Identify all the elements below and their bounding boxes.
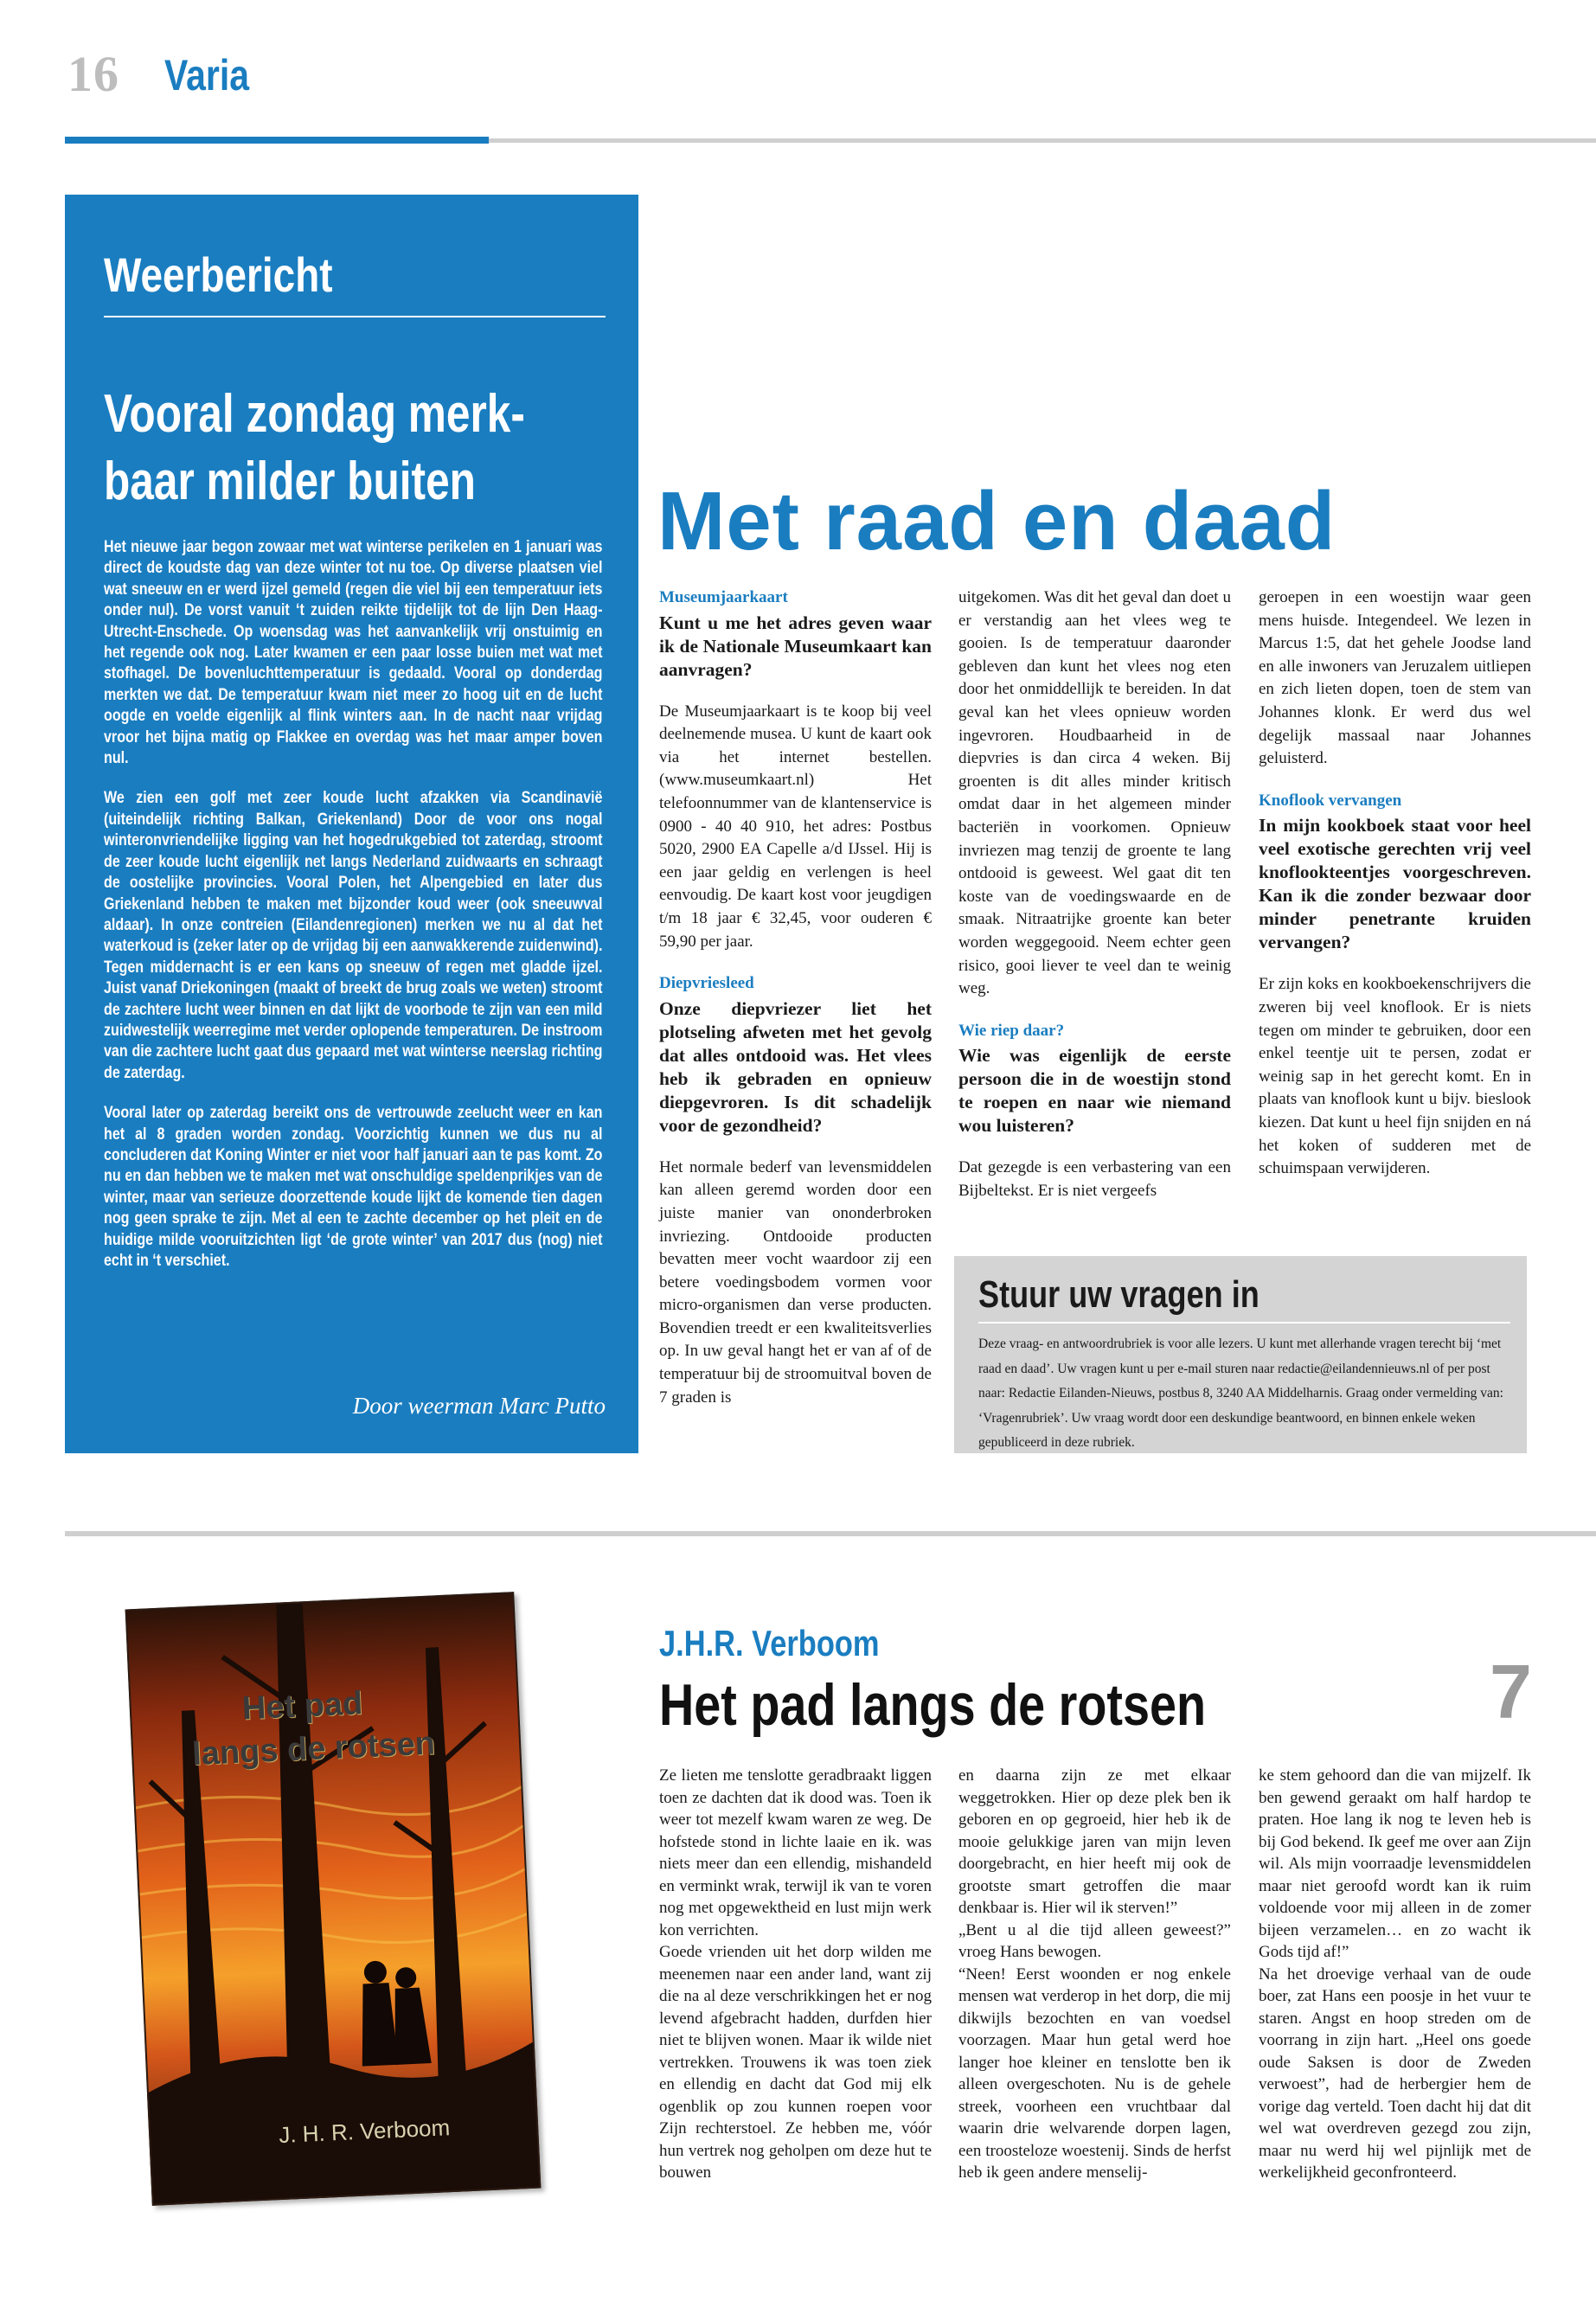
weather-author: Door weerman Marc Putto	[352, 1393, 606, 1419]
question-text: Kunt u me het adres geven waar ik de Nationale Museumkaart kan aanvragen?	[659, 612, 932, 680]
serial-episode-number: 7	[1490, 1649, 1532, 1734]
answer-text: uitgekomen. Was dit het geval dan doet u er verstandig aan het vlees weg te gooien. Is de temperatuur daaronder gebleven dan kunt het vlees nog eten door het onmiddellijk te bereiden. In dat geval kan het vlees opnieuw worden ingevroren. Houdbaarheid in de diepvries is dan circa 4 weken. Bij groenten is dit alles minder kritisch omdat daar in het algemeen minder bacteriën in voorkomen. Opnieuw invriezen mag tenzij de groente te lang ontdooid is geweest. Wel gaat dit ten koste van de voedingswaarde en de smaak. Nitraatrijke groente kan beter worden weggegooid. Neem echter geen risico, gooi liever te veel dan te weinig weg.	[958, 588, 1231, 998]
book-cover-illustration	[125, 1592, 542, 2206]
raad-column-3	[1259, 586, 1531, 1200]
book-cover-title-line-1: Het pad	[240, 1685, 364, 1727]
serial-column-3	[1259, 1765, 1531, 2184]
submit-questions-rule	[978, 1322, 1510, 1324]
page-number: 16	[67, 46, 119, 102]
serial-column-1	[659, 1765, 932, 2184]
serial-text: Ze lieten me tenslotte geradbraakt liggen toen ze dachten dat ik dood was. Toen ik weer tot mezelf kwam waren ze weg. De hofstede stond in lichte laaie en ik. was niets meer dan een ellendig, mishandeld en verminkt wrak, terwijl ik van te voren nog met opgewektheid en lust mijn werk kon verrichten. Goede vrienden uit het dorp wilden me meenemen naar een ander land, want zij die na al deze verschrikkingen het er nog levend afgebracht hadden, durfden hier niet te blijven wonen. Maar ik wilde niet vertrekken. Trouwens ik was toen ziek en ellendig en dacht dat God mij elk ogenblik op zou kunnen roepen voor Zijn rechterstoel. Ze hebben me, vóór hun vertrek nog geholpen om deze hut te bouwen	[659, 1766, 932, 2182]
submit-questions-body: Deze vraag- en antwoordrubriek is voor alle lezers. U kunt met allerhande vragen terecht bij ‘met raad en daad’. Uw vragen kunt u per e-mail sturen naar redactie@eilandennieuws.nl of per post naar: Redactie Eilanden-Nieuws, postbus 8, 3240 AA Middelharnis. Graag onder vermelding van: ‘Vragenrubriek’. Uw vraag wordt door een deskundige beantwoord, en binnen enkele weken gepubliceerd in deze rubriek.	[978, 1336, 1503, 1450]
serial-column-2	[958, 1765, 1231, 2184]
weather-body	[104, 536, 602, 1290]
answer-text: Er zijn koks en kookboekenschrijvers die zweren bij veel knoflook. Er is niets tegen om minder te gebruiken, door een enkel teentje uit te persen, zodat er weinig sap in het gerecht komt. En in plaats van knoflook kunt u bijv. bieslook kiezen. Dat kunt u heel fijn snijden en ná het koken of sudderen met de schuimspaan verwijderen.	[1259, 975, 1531, 1178]
raad-column-2	[958, 586, 1231, 1221]
weather-paragraph: We zien een golf met zeer koude lucht afzakken via Scandinavië (uiteindelijk richting Balkan, Griekenland) Door de voor ons nogal winteronvriendelijke ligging van het hogedrukgebied tot zaterdag, stroomt de zeer koude lucht eigenlijk net langs Nederland zuidwaarts en schraagt de oostelijke provincies. Vooral Polen, het Alpengebied en later dus Griekenland hebben te maken met bijzonder koud weer (ook sneeuwval aldaar). In onze contreien (Eilandenregionen) merken we nu al dat het waterkoud is (zeker later op de vrijdag bij een aanwakkerende zuidenwind). Tegen middernacht is er een kans op sneeuw of regen met gladde ijzel. Juist vanaf Driekoningen (maakt of breekt de brug zoals we weten) stroomt de zachtere lucht weer binnen en dat lijkt de voorbode te zijn van een mild zuidwestelijk weerregime met verder oplopende temperaturen. De instroom van die zachtere lucht gaat dus gepaard met wat winterse neerslag richting de zaterdag.	[104, 788, 603, 1082]
serial-text: ke stem gehoord dan die van mijzelf. Ik ben gewend geraakt om half hardop te praten. Hoe lang ik nog te leven heb is bij God bekend. Ik geef me over aan Zijn wil. Als mijn voorraadje levensmiddelen maar niet geroofd wordt kan ik ruim voldoende voor mij alleen in de zomer bijeen verzamelen… en zo wacht ik Gods tijd af!” Na het droevige verhaal van de oude boer, zat Hans een poosje in het vuur te staren. Angst en hoop streden om de voorrang in zijn hart. „Heel ons goede oude Saksen is door de Zweden verwoest”, had de herbergier hem de vorige dag verteld. Toen dacht hij dat dit wel wat overdreven gezegd zou zijn, maar nu werd hij wel pijnlijk met de werkelijkheid geconfronteerd.	[1259, 1766, 1531, 2182]
serial-author: J.H.R. Verboom	[659, 1623, 880, 1663]
weather-paragraph: Vooral later op zaterdag bereikt ons de vertrouwde zeelucht weer en kan het al 8 graden worden zondag. Voorzichtig kunnen we dus nu al concluderen dat Koning Winter er niet voor half januari aan te pas komt. Zo nu en dan hebben we te maken met wat onschuldige speldenprikjes van de winter, maar van serieuze doorzettende koude lijkt de komende tien dagen nog geen sprake te zijn. Met al een te zachte december op het pleit en de huidige milde vooruitzichten ligt ‘de grote winter’ van 2017 dus (nog) niet echt in ‘t verschiet.	[104, 1103, 603, 1270]
question-text: Onze diepvriezer liet het plotseling afweten met het gevolg dat alles ontdooid was. Het vlees heb ik gebraden en opnieuw diepgevroren. Is dit schadelijk voor de gezondheid?	[659, 997, 932, 1136]
question-topic: Diepvriesleed	[659, 974, 754, 993]
weather-box-title: Weerbericht	[104, 247, 333, 302]
question-topic: Museumjaarkaart	[659, 588, 788, 606]
header-rule	[489, 138, 1596, 143]
book-cover-image	[125, 1592, 542, 2206]
section-divider	[65, 1531, 1596, 1536]
question-text: In mijn kookboek staat voor heel veel exotische gerechten vrij veel knoflookteentjes voorgeschreven. Kan ik die zonder bezwaar door minder penetrante kruiden vervangen?	[1259, 815, 1531, 953]
header-rule-accent	[65, 137, 489, 144]
question-topic: Wie riep daar?	[958, 1021, 1065, 1040]
weather-headline	[104, 381, 602, 516]
submit-questions-title: Stuur uw vragen in	[978, 1273, 1259, 1316]
answer-text: De Museumjaarkaart is te koop bij veel deelnemende musea. U kunt de kaart ook via het internet bestellen. (www.museumkaart.nl) Het telefoonnummer van de klantenservice is 0900 - 40 40 910, het adres: Postbus 5020, 2900 EA Capelle a/d IJssel. Hij is een jaar geldig en verlengen is heel eenvoudig. De kaart kost voor jeugdigen t/m 18 jaar € 32,45, voor ouderen € 59,90 per jaar.	[659, 702, 932, 951]
submit-questions-box	[954, 1256, 1527, 1453]
question-topic: Knoflook vervangen	[1259, 791, 1402, 810]
answer-text: Het normale bederf van levensmiddelen kan alleen geremd worden door een juiste manier van ononderbroken invriezing. Ontdooide producten bevatten meer vocht waardoor zij een betere voedingsbodem vormen voor micro-organismen dan verse producten. Bovendien treedt er een kwaliteitsverlies op. In uw geval hangt het er van af of de temperatuur bij de stroomuitval boven de 7 graden is	[659, 1157, 932, 1407]
serial-title: Het pad langs de rotsen	[659, 1672, 1207, 1738]
raad-title: Met raad en daad	[657, 475, 1336, 567]
weather-headline-line-1: Vooral zondag merk-	[104, 384, 525, 444]
raad-column-1	[659, 586, 932, 1428]
serial-text: en daarna zijn ze met elkaar weggetrokken. Hier op deze plek ben ik geboren en op gegroeid, hier heb ik de mooie gelukkige jaren van mijn leven doorgebracht, en hier heeft mij ook de grootste smart getroffen die maar denkbaar is. Hier wil ik sterven!” „Bent u al die tijd alleen geweest?” vroeg Hans bewogen. “Neen! Eerst woonden er nog enkele mensen wat verderop in het dorp, die mij dikwijls bezochten en van voedsel voorzagen. Maar hun getal werd hoe langer hoe kleiner en tenslotte ben ik alleen overgeschoten. Nu is de gehele streek, voorheen een vruchtbaar dal waarin drie welvarende dorpen lagen, een troosteloze woestenij. Sinds de herfst heb ik geen andere menselij-	[958, 1766, 1231, 2182]
book-cover-author: J. H. R. Verboom	[278, 2114, 451, 2149]
weather-box	[65, 195, 638, 1453]
weather-title-rule	[104, 316, 606, 317]
question-text: Wie was eigenlijk de eerste persoon die in de woestijn stond te roepen en naar wie niemand wou luisteren?	[958, 1045, 1231, 1137]
answer-text: Dat gezegde is een verbastering van een Bijbeltekst. Er is niet vergeefs	[958, 1158, 1231, 1200]
weather-paragraph: Het nieuwe jaar begon zowaar met wat winterse perikelen en 1 januari was direct de koudste dag van deze winter tot nu toe. Op diverse plaatsen viel wat sneeuw en er werd ijzel gemeld (regen die viel bij een temperatuur iets onder nul). De vorst vanuit ‘t zuiden reikte tijdelijk tot de lijn Den Haag-Utrecht-Enschede. Op woensdag was het aanvankelijk vrij onstuimig en het regende ook nog. Later kwamen er een paar losse buien met wat met stofhagel. De bovenluchttemperatuur is gedaald. Vooral op donderdag merkten we dat. De temperatuur kwam niet meer zo hoog uit en de lucht oogde en voelde eigenlijk al flink winters aan. In de nacht naar vrijdag vroor het bijna matig op Flakkee en overdag was het maar amper boven nul.	[104, 537, 603, 768]
section-title: Varia	[164, 51, 250, 99]
book-cover-title-line-2: langs de rotsen	[191, 1725, 436, 1773]
weather-headline-line-2: baar milder buiten	[104, 452, 476, 511]
answer-text: geroepen in een woestijn waar geen mens huisde. Integendeel. We lezen in Marcus 1:5, dat het gehele Joodse land en alle inwoners van Jeruzalem uitliepen en zich lieten dopen, toen de stem van Johannes klonk. Er werd dus wel degelijk massaal naar Johannes geluisterd.	[1259, 588, 1531, 768]
